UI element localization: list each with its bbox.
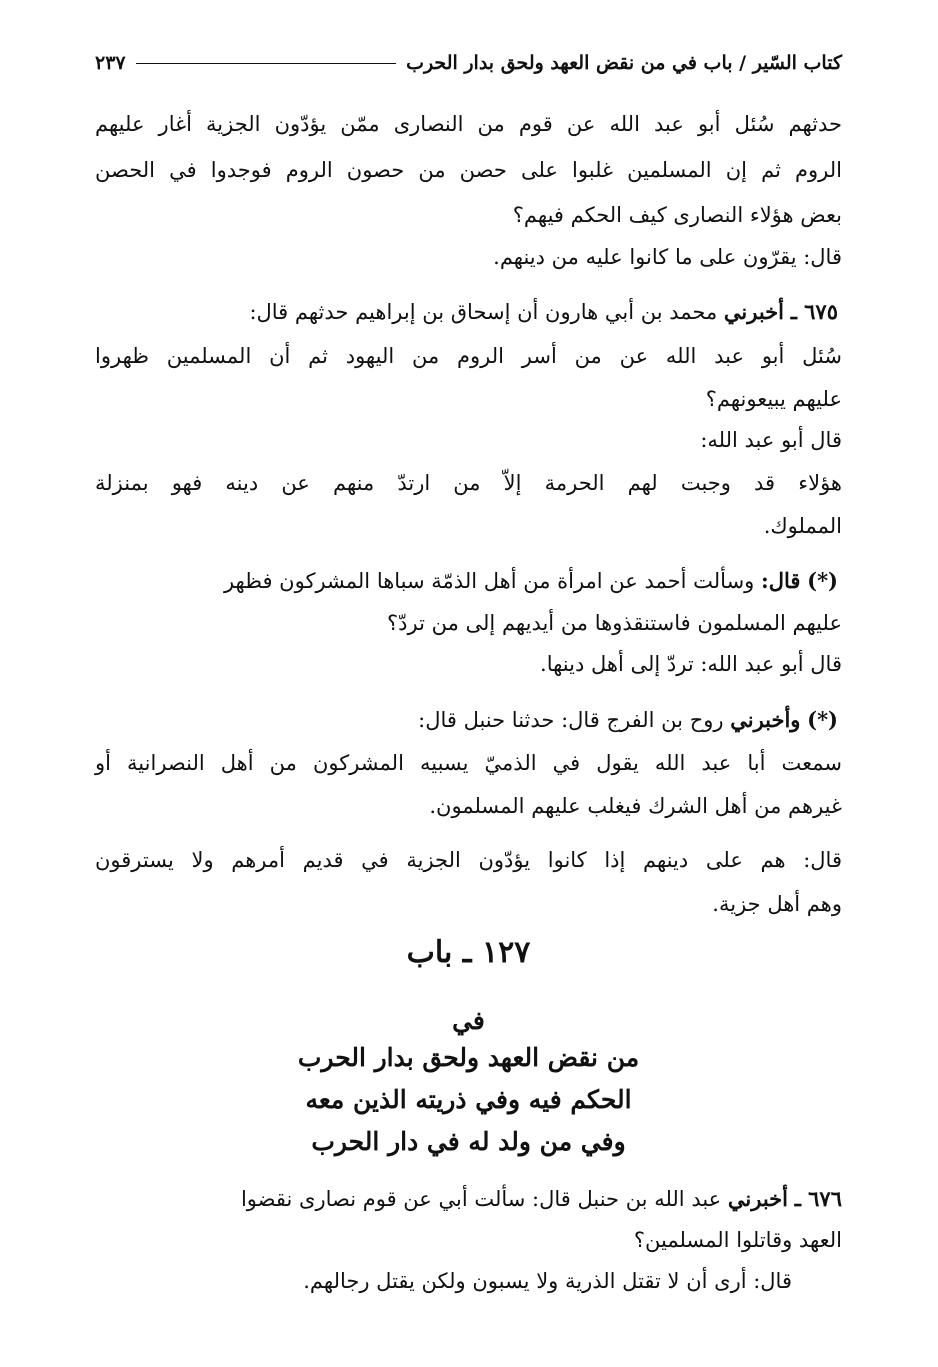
text-line: هؤلاء قد وجبت لهم الحرمة إلاّ من ارتدّ منهم عن دينه فهو بمنزلة [95, 471, 842, 495]
text-line: قال: يقرّون على ما كانوا عليه من دينهم. [493, 245, 842, 269]
narration-676 [90, 1184, 842, 1214]
text-line: العهد وقاتلوا المسلمين؟ [633, 1228, 842, 1252]
page-number: ٢٣٧ [95, 52, 126, 74]
chapter-title-line: في [452, 1006, 485, 1035]
text-line: سمعت أبا عبد الله يقول في الذميّ يسبيه المشركون من أهل النصرانية أو [95, 751, 842, 775]
text-line: قال أبو عبد الله: [700, 428, 842, 452]
narration-text: محمد بن أبي هارون أن إسحاق بن إبراهيم حدثهم قال: [249, 300, 718, 324]
narration-lead: أخبرني [723, 299, 784, 324]
text-line: عليهم يبيعونهم؟ [705, 387, 842, 411]
note-lead: قال: [761, 568, 801, 593]
narration-number: ٦٧٦ ـ [794, 1186, 842, 1211]
text-line: عليهم المسلمون فاستنقذوها من أيديهم إلى من تردّ؟ [387, 611, 842, 635]
chapter-number: ١٢٧ ـ باب [406, 935, 531, 970]
text-line: بعض هؤلاء النصارى كيف الحكم فيهم؟ [512, 203, 842, 227]
narration-lead: أخبرني [727, 1186, 788, 1211]
narration-675 [95, 297, 838, 327]
text-line: قال: هم على دينهم إذا كانوا يؤدّون الجزية في قديم أمرهم ولا يسترقون [95, 848, 842, 872]
running-header [95, 52, 842, 74]
text-line: غيرهم من أهل الشرك فيغلب عليهم المسلمون. [429, 794, 842, 818]
text-line: الروم ثم إن المسلمين غلبوا على حصن من حصون الروم فوجدوا في الحصن [95, 158, 842, 182]
note-text: وسألت أحمد عن امرأة من أهل الذمّة سباها المشركون فظهر [223, 569, 755, 593]
text-line: المملوك. [763, 514, 842, 538]
note-lead: وأخبرني [730, 707, 801, 732]
chapter-title-line: الحكم فيه وفي ذريته الذين معه [305, 1085, 632, 1114]
text-line: قال أبو عبد الله: تردّ إلى أهل دينها. [540, 652, 842, 676]
star-mark: (*) [807, 568, 838, 593]
narration-number: ٦٧٥ ـ [790, 299, 838, 324]
star-mark: (*) [807, 707, 838, 732]
header-rule [136, 63, 396, 64]
note-star-2 [95, 705, 838, 735]
note-star-1 [95, 566, 838, 596]
narration-text: عبد الله بن حنبل قال: سألت أبي عن قوم نصارى نقضوا [240, 1187, 722, 1211]
text-line: حدثهم سُئل أبو عبد الله عن قوم من النصارى ممّن يؤدّون الجزية أغار عليهم [95, 112, 842, 136]
chapter-title-line: وفي من ولد له في دار الحرب [311, 1127, 626, 1156]
note-text: روح بن الفرج قال: حدثنا حنبل قال: [418, 708, 724, 732]
header-title: كتاب السّير / باب في من نقض العهد ولحق بدار الحرب [406, 52, 842, 74]
chapter-title-line: من نقض العهد ولحق بدار الحرب [297, 1043, 640, 1072]
text-line: وهم أهل جزية. [712, 892, 842, 916]
text-line: قال: أرى أن لا تقتل الذرية ولا يسبون ولكن يقتل رجالهم. [303, 1269, 792, 1293]
text-line: سُئل أبو عبد الله عن من أسر الروم من اليهود ثم أن المسلمين ظهروا [95, 344, 842, 368]
